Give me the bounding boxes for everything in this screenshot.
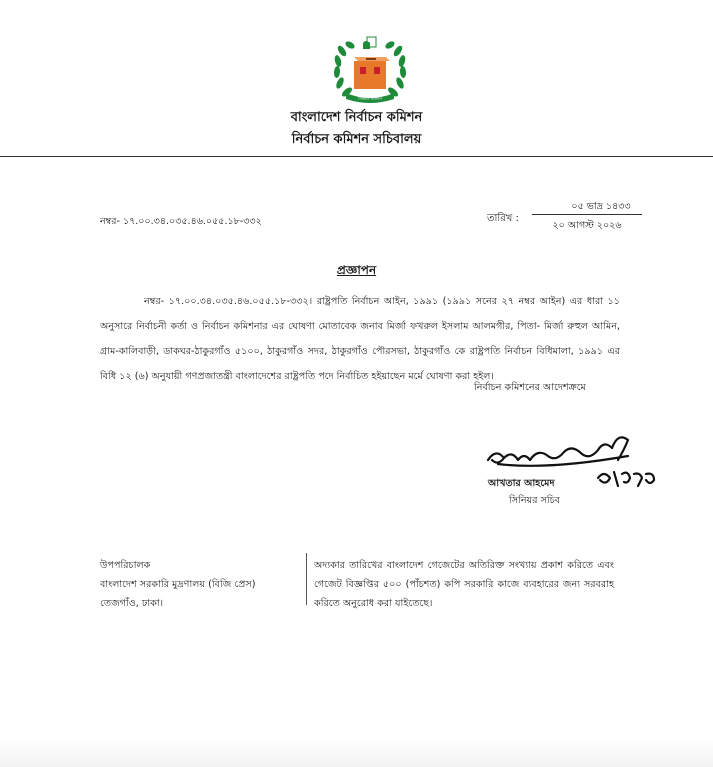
signatory-name: আখতার আহমেদ <box>488 478 555 489</box>
date-label: তারিখ : <box>487 213 519 224</box>
date-divider <box>532 214 642 215</box>
footer-divider <box>306 553 307 605</box>
notification-body: নম্বর- ১৭.০০.৩৪.০৩৫.৪৬.০৫৫.১৮-৩৩২। রাষ্ট্রপতি নির্বাচন আইন, ১৯৯১ (১৯৯১ সনের ২৭ নম্বর আইন) এর ধারা ১১ অনুসারে নির্বাচনী কর্তা ও নির্বাচন কমিশনার এর ঘোষণা মোতাবেক জনাব মির্জা ফখরুল ইসলাম আলমগীর, পিতা- মির্জা রুহুল আমিন, গ্রাম-কালিবাড়ী, ডাকঘর-ঠাকুরগাঁও ৫১০০, ঠাকুরগাঁও সদর, ঠাকুরগাঁও পৌরসভা, ঠাকুরগাঁও কে রাষ্ট্রপতি নির্বাচন বিধিমালা, ১৯৯১ এর বিধি ১২ (৬) অনুযায়ী গণপ্রজাতন্ত্রী বাংলাদেশের রাষ্ট্রপতি পদে নির্বাচিত হইয়াছেন মর্মে ঘোষণা করা হইল। <box>100 296 620 382</box>
emblem-ribbon-text: নির্বাচন কমিশন <box>358 96 382 101</box>
signatory-title: সিনিয়র সচিব <box>509 495 561 506</box>
election-commission-emblem <box>330 33 410 105</box>
order-line: নির্বাচন কমিশনের আদেশক্রমে <box>474 382 586 393</box>
org-name: বাংলাদেশ নির্বাচন কমিশন <box>290 110 423 125</box>
header-divider <box>0 156 713 157</box>
scan-edge <box>0 740 713 767</box>
org-secretariat: নির্বাচন কমিশন সচিবালয় <box>291 132 422 147</box>
recipient-line-3: তেজগাঁও, ঢাকা। <box>100 598 164 609</box>
memo-number: নম্বর- ১৭.০০.৩৪.০৩৫.৪৬.০৫৫.১৮-৩৩২ <box>100 216 262 227</box>
notification-heading: প্রজ্ঞাপন <box>336 263 377 277</box>
recipient-address <box>100 556 255 613</box>
publication-notice: অদ্যকার তারিখের বাংলাদেশ গেজেটের অতিরিক্ত সংখ্যায় প্রকাশ করিতে এবং গেজেট বিজ্ঞপ্তির ৫০০ (পাঁচশত) কপি সরকারি কাজে ব্যবহারের জন্য সরবরাহ করিতে অনুরোধ করা যাইতেছে। <box>314 560 614 609</box>
recipient-line-2: বাংলাদেশ সরকারি মুদ্রণালয় (বিজি প্রেস) <box>100 579 256 590</box>
date-bengali: ০৫ ভাদ্র ১৪৩৩ <box>571 201 631 212</box>
date-english: ২০ আগস্ট ২০২৬ <box>552 220 622 231</box>
recipient-line-1: উপপরিচালক <box>100 560 151 571</box>
